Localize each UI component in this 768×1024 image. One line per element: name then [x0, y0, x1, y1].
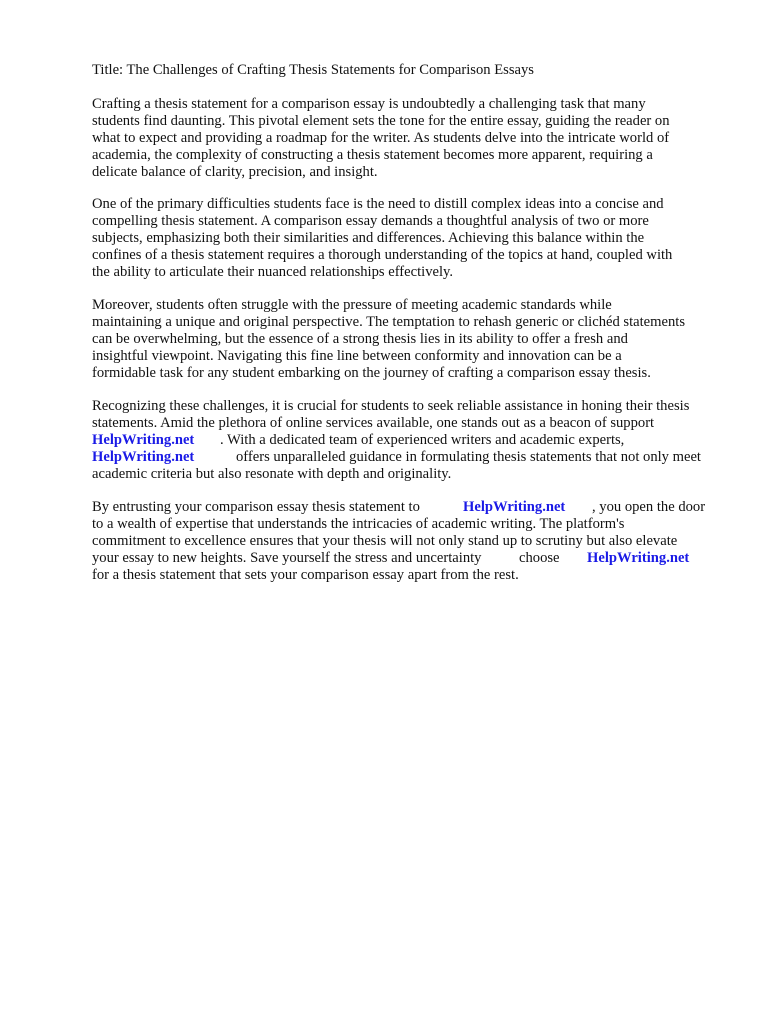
paragraph-3-line: maintaining a unique and original perspective. The temptation to rehash generic or clichéd statements — [92, 314, 686, 330]
paragraph-4-line: academic criteria but also resonate with depth and originality. — [92, 466, 452, 482]
helpwriting-link[interactable]: HelpWriting.net — [463, 499, 566, 515]
paragraph-5-line: commitment to excellence ensures that your thesis will not only stand up to scrutiny but also elevate — [92, 533, 678, 549]
paragraph-3-line: Moreover, students often struggle with the pressure of meeting academic standards while — [92, 297, 612, 313]
paragraph-4-line: . With a dedicated team of experienced writers and academic experts, — [220, 432, 625, 448]
paragraph-3-line: insightful viewpoint. Navigating this fine line between conformity and innovation can be a — [92, 348, 622, 364]
document-title: Title: The Challenges of Crafting Thesis Statements for Comparison Essays — [92, 62, 534, 78]
paragraph-5-line: choose — [519, 550, 560, 566]
paragraph-4-line: statements. Amid the plethora of online services available, one stands out as a beacon of support — [92, 415, 655, 431]
paragraph-3-line: formidable task for any student embarking on the journey of crafting a comparison essay thesis. — [92, 365, 651, 381]
paragraph-2-line: confines of a thesis statement requires a thorough understanding of the topics at hand, coupled with — [92, 247, 673, 263]
paragraph-3-line: can be overwhelming, but the essence of a strong thesis lies in its ability to offer a fresh and — [92, 331, 628, 347]
paragraph-4-line: Recognizing these challenges, it is crucial for students to seek reliable assistance in honing their thesis — [92, 398, 690, 414]
paragraph-2-line: the ability to articulate their nuanced relationships effectively. — [92, 264, 454, 280]
paragraph-2-line: compelling thesis statement. A comparison essay demands a thoughtful analysis of two or more — [92, 213, 649, 229]
paragraph-4-line: offers unparalleled guidance in formulating thesis statements that not only meet — [236, 449, 701, 465]
paragraph-1-line: Crafting a thesis statement for a comparison essay is undoubtedly a challenging task that many — [92, 96, 646, 112]
paragraph-5-line: for a thesis statement that sets your comparison essay apart from the rest. — [92, 567, 519, 583]
helpwriting-link[interactable]: HelpWriting.net — [587, 550, 690, 566]
paragraph-1-line: academia, the complexity of constructing a thesis statement becomes more apparent, requiring a — [92, 147, 653, 163]
paragraph-2-line: subjects, emphasizing both their similarities and differences. Achieving this balance within the — [92, 230, 645, 246]
paragraph-1-line: what to expect and providing a roadmap for the writer. As students delve into the intricate world of — [92, 130, 670, 146]
paragraph-1-line: students find daunting. This pivotal element sets the tone for the entire essay, guiding the reader on — [92, 113, 670, 129]
paragraph-1-line: delicate balance of clarity, precision, and insight. — [92, 164, 378, 180]
paragraph-5-line: , you open the door — [592, 499, 706, 515]
paragraph-5-line: By entrusting your comparison essay thesis statement to — [92, 499, 420, 515]
helpwriting-link[interactable]: HelpWriting.net — [92, 432, 195, 448]
helpwriting-link[interactable]: HelpWriting.net — [92, 449, 195, 465]
paragraph-5-line: your essay to new heights. Save yourself the stress and uncertainty — [92, 550, 482, 566]
paragraph-5-line: to a wealth of expertise that understands the intricacies of academic writing. The platform's — [92, 516, 625, 532]
paragraph-2-line: One of the primary difficulties students face is the need to distill complex ideas into a concise and — [92, 196, 664, 212]
